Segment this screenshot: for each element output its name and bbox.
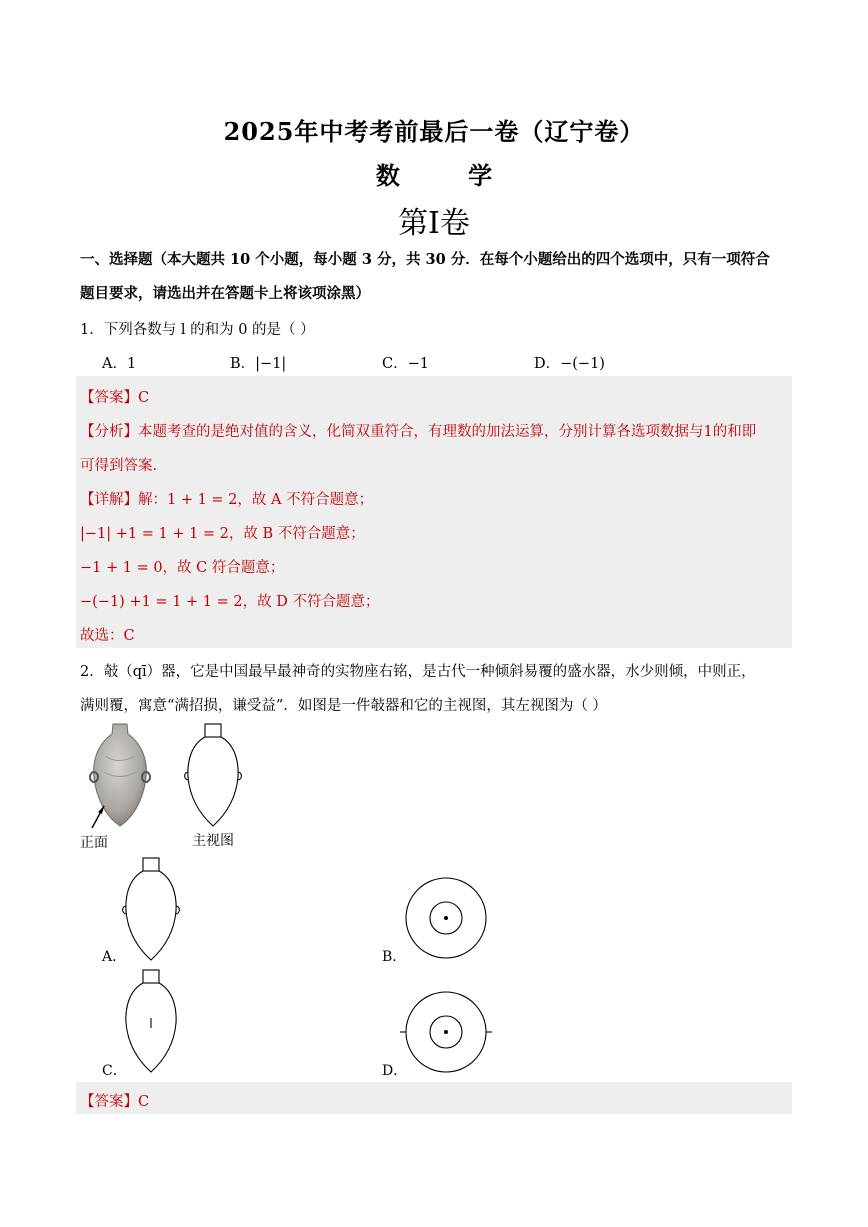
q2-answer: 【答案】C [80, 1094, 150, 1110]
q2-answer-box [76, 1082, 792, 1114]
q1-answer: 【答案】C [80, 390, 150, 406]
photo-label-front: 正面 [80, 835, 108, 851]
q1-option-b: B．|−1| [230, 356, 287, 372]
q2-option-a-figure [120, 856, 186, 964]
q1-detail-line3: −1 + 1 = 0，故 C 符合题意； [80, 560, 285, 576]
section-instructions-line1: 一、选择题（本大题共 10 个小题，每小题 3 分，共 30 分．在每个小题给出的四个选项中，只有一项符合 [80, 251, 770, 268]
q1-option-c: C．−1 [382, 356, 429, 372]
vessel-photo [80, 720, 160, 832]
volume-title: 第I卷 [398, 206, 470, 241]
q2-option-c-figure [120, 968, 186, 1076]
q1-detail-line1: 【详解】解：1 + 1 = 2，故 A 不符合题意； [80, 492, 374, 508]
subject-title: 数 学 [375, 161, 523, 190]
front-view-label: 主视图 [192, 833, 234, 849]
q1-detail-line4: −(−1) +1 = 1 + 1 = 2，故 D 不符合题意； [80, 594, 380, 610]
front-view-figure [182, 722, 248, 830]
q1-analysis-line1: 【分析】本题考查的是绝对值的含义，化简双重符合，有理数的加法运算，分别计算各选项数据与1的和即 [80, 424, 757, 440]
q1-stem: 1．下列各数与 l 的和为 0 的是（ ） [80, 322, 315, 338]
q2-option-d-label: D． [382, 1063, 408, 1079]
q1-detail-line2: |−1| +1 = 1 + 1 = 2，故 B 不符合题意； [80, 526, 365, 542]
q2-option-c-label: C． [102, 1063, 127, 1079]
q1-choice: 故选：C [80, 628, 135, 644]
q1-analysis-line2: 可得到答案． [80, 458, 167, 474]
q2-option-a-label: A． [102, 949, 127, 965]
q1-option-d: D．−(−1) [534, 356, 605, 372]
q2-option-b-figure [402, 874, 490, 962]
q2-stem-line1: 2．攲（qī）器，它是中国最早最神奇的实物座右铭，是古代一种倾斜易覆的盛水器，水少则倾，中则正， [80, 664, 756, 680]
q2-option-d-figure [398, 988, 494, 1076]
q2-stem-line2: 满则覆，寓意“满招损，谦受益”．如图是一件攲器和它的主视图，其左视图为（ ） [80, 698, 607, 714]
q2-option-b-label: B． [382, 949, 407, 965]
exam-title: 2025年中考考前最后一卷（辽宁卷） [223, 117, 645, 146]
section-instructions-line2: 题目要求，请选出并在答题卡上将该项涂黑） [80, 285, 370, 302]
q1-option-a: A．1 [102, 356, 137, 372]
